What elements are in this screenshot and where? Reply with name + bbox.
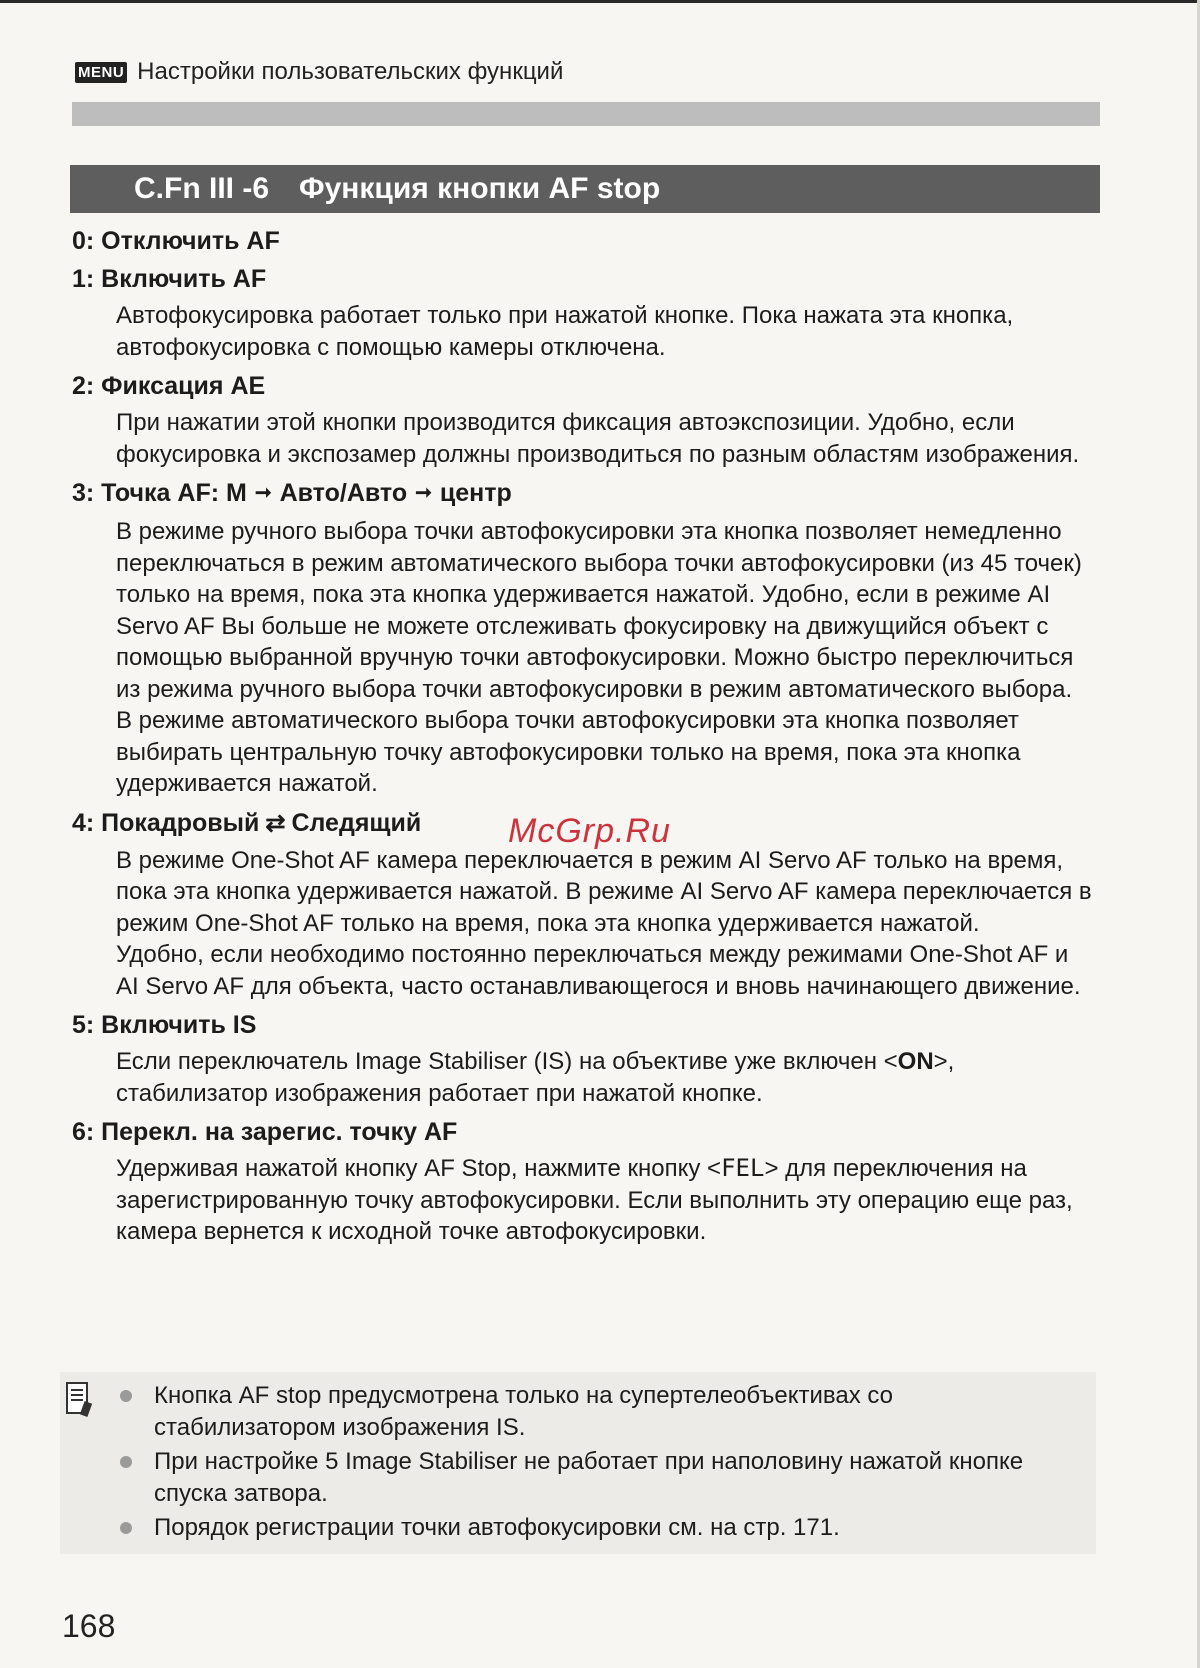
page-number: 168 xyxy=(62,1608,116,1644)
option-desc-text: При нажатии этой кнопки производится фиксация автоэкспозиции. Удобно, если фокусировка и экспозамер должны производиться по разным областям изображения. xyxy=(116,409,1080,468)
scan-edge xyxy=(0,0,1200,3)
page-header xyxy=(75,58,563,86)
swap-arrows-icon: ⇄ xyxy=(265,809,286,837)
option-5 xyxy=(72,1006,1092,1109)
note-item xyxy=(118,1446,1038,1509)
option-title xyxy=(72,474,1092,514)
option-title: 0: Отключить AF xyxy=(72,227,280,255)
option-title-part: 3: Точка AF: M xyxy=(72,479,247,507)
option-desc-text: Удобно, если необходимо постоянно переключаться между режимами One-Shot AF и AI Servo AF для объекта, часто останавливающегося и вновь начинающего движение. xyxy=(116,941,1081,1000)
option-1 xyxy=(72,260,1092,363)
note-text: При настройке 5 Image Stabiliser не работает при наполовину нажатой кнопке спуска затвора. xyxy=(154,1448,1024,1507)
option-description xyxy=(116,516,1092,800)
option-description xyxy=(116,1046,1092,1109)
option-title-part: 4: Покадровый xyxy=(72,808,260,837)
note-text: Порядок регистрации точки автофокусировки см. на стр. 171. xyxy=(154,1514,840,1541)
option-title-part: центр xyxy=(439,479,512,507)
bullet-icon xyxy=(120,1456,132,1468)
on-symbol: ON xyxy=(897,1048,934,1075)
section-title: Функция кнопки AF stop xyxy=(299,172,661,205)
section-heading xyxy=(70,165,1100,213)
watermark: McGrp.Ru xyxy=(508,812,671,850)
option-desc-text: В режиме ручного выбора точки автофокусировки эта кнопка позволяет немедленно переключаться в режим автоматического выбора точки автофокусировки (из 45 точек) только на время, пока эта кнопка удерживается нажатой. Удобно, если в режиме AI Servo AF Вы больше не можете отслеживать фокусировку на движущийся объект с помощью выбранной вручную точки автофокусировки. Можно быстро переключиться из режима ручного выбора точки автофокусировки в режим автоматического выбора. xyxy=(116,518,1082,703)
section-code: C.Fn III -6 xyxy=(134,172,269,205)
option-desc-text: Автофокусировка работает только при нажатой кнопке. Пока нажата эта кнопка, автофокусировка с помощью камеры отключена. xyxy=(116,302,1014,361)
option-3 xyxy=(72,474,1092,800)
options-list xyxy=(72,222,1092,1252)
option-2 xyxy=(72,367,1092,470)
desc-part: > для переключения на зарегистрированную точку автофокусировки. Если выполнить эту операцию еще раз, камера вернется к исходной точке автофокусировки. xyxy=(116,1155,1073,1245)
arrow-right-icon: ➞ xyxy=(254,482,272,504)
note-text: Кнопка AF stop предусмотрена только на супертелеобъективах со стабилизатором изображения IS. xyxy=(154,1382,893,1441)
option-title: 1: Включить AF xyxy=(72,265,267,293)
option-desc-text: В режиме One-Shot AF камера переключается в режим AI Servo AF только на время, пока эта кнопка удерживается нажатой. В режиме AI Servo AF камера переключается в режим One-Shot AF только на время, пока эта кнопка удерживается нажатой. xyxy=(116,846,1092,937)
option-desc-text xyxy=(116,1046,1092,1109)
notes-list xyxy=(118,1380,1038,1547)
option-title: 2: Фиксация AE xyxy=(72,372,266,400)
header-title: Настройки пользовательских функций xyxy=(137,58,564,85)
option-title-part: Авто/Авто xyxy=(279,479,408,507)
option-description xyxy=(116,845,1092,1003)
header-rule xyxy=(72,102,1100,126)
bullet-icon xyxy=(120,1390,132,1402)
option-desc-text xyxy=(116,1153,1092,1248)
option-desc-text: В режиме автоматического выбора точки автофокусировки эта кнопка позволяет выбирать центральную точку автофокусировки только на время, пока эта кнопка удерживается нажатой. xyxy=(116,707,1021,797)
desc-part: Удерживая нажатой кнопку AF Stop, нажмите кнопку < xyxy=(116,1155,722,1182)
bullet-icon xyxy=(120,1522,132,1534)
fel-button-symbol: FEL xyxy=(721,1154,765,1182)
option-title-part: Следящий xyxy=(291,808,422,837)
arrow-right-icon: ➞ xyxy=(415,482,432,504)
note-item xyxy=(118,1512,1038,1544)
option-description xyxy=(116,407,1092,470)
option-title: 6: Перекл. на зарегис. точку AF xyxy=(72,1118,458,1146)
option-6 xyxy=(72,1113,1092,1248)
notes-box xyxy=(60,1372,1096,1554)
desc-part: Если переключатель Image Stabiliser (IS) на объективе уже включен < xyxy=(116,1048,898,1075)
option-description xyxy=(116,300,1092,363)
note-item xyxy=(118,1380,1038,1443)
menu-icon: MENU xyxy=(75,62,127,83)
option-description xyxy=(116,1153,1092,1248)
desc-part: >, стабилизатор изображения работает при нажатой кнопке. xyxy=(116,1048,955,1107)
note-pencil-icon xyxy=(66,1382,88,1414)
option-title: 5: Включить IS xyxy=(72,1011,257,1039)
option-0 xyxy=(72,222,1092,260)
